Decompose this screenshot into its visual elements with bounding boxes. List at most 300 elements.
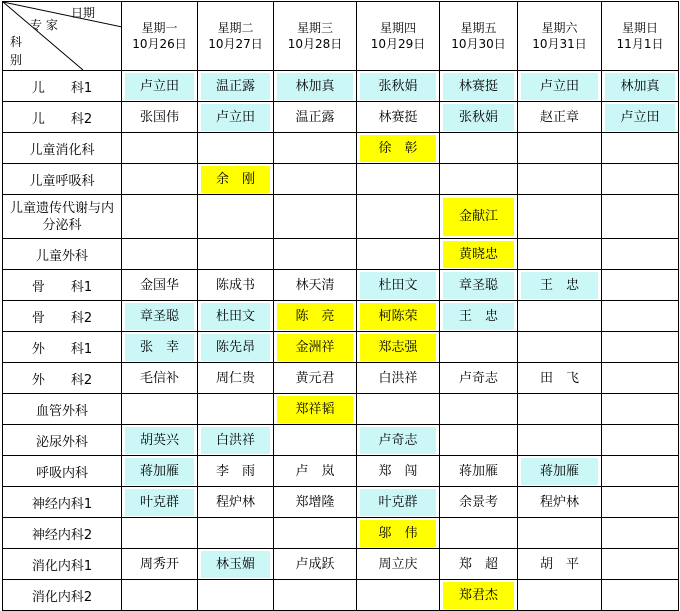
expert-name: 张国伟 [139,109,179,125]
schedule-cell [602,301,679,332]
schedule-cell [274,549,357,580]
expert-name: 白洪祥 [378,370,418,386]
schedule-cell [122,487,198,518]
expert-name: 林加真 [277,73,353,100]
schedule-cell [440,394,518,425]
schedule-cell [602,239,679,270]
schedule-cell [122,71,198,102]
schedule-row [3,363,679,394]
expert-name: 林加真 [605,73,675,100]
expert-name [277,241,353,268]
expert-name: 郑 闯 [378,463,418,479]
schedule-cell [198,301,274,332]
schedule-cell [198,425,274,456]
schedule-cell [518,102,602,133]
schedule-cell [122,239,198,270]
expert-name: 余景考 [458,494,498,510]
expert-name [443,135,514,162]
schedule-cell [602,195,679,239]
schedule-row [3,301,679,332]
expert-name: 毛信补 [139,370,179,386]
schedule-cell [357,425,440,456]
schedule-cell [518,487,602,518]
weekday-label: 星期一 [141,21,178,35]
expert-name: 卢立田 [605,104,675,131]
weekday-label: 星期四 [379,21,416,35]
department-label: 泌尿外科 [3,425,122,456]
expert-name: 邬 伟 [360,520,436,547]
expert-name: 周立庆 [378,556,418,572]
schedule-cell [198,487,274,518]
expert-name [125,582,194,609]
schedule-cell [122,394,198,425]
expert-name [277,198,353,236]
expert-name: 张 幸 [125,334,194,361]
expert-name: 程炉林 [539,494,579,510]
expert-name [201,582,270,609]
expert-name: 卢立田 [201,104,270,131]
schedule-cell [518,164,602,195]
expert-name: 金国华 [139,277,179,293]
schedule-cell [602,580,679,611]
expert-name: 林天清 [295,277,335,293]
schedule-cell [602,102,679,133]
expert-name [443,334,514,361]
expert-name [605,198,675,236]
department-label: 儿童呼吸科 [3,164,122,195]
schedule-cell [602,394,679,425]
schedule-row [3,394,679,425]
schedule-cell [357,332,440,363]
schedule-cell [518,195,602,239]
day-header-5 [440,2,518,71]
schedule-row [3,71,679,102]
schedule-cell [518,518,602,549]
expert-name [605,365,675,392]
corner-date-label: 日期 [71,6,96,20]
expert-name [521,520,598,547]
schedule-cell [602,549,679,580]
schedule-cell [274,332,357,363]
expert-name: 蒋加雁 [125,458,194,485]
expert-name: 卢 岚 [295,463,335,479]
expert-name [605,582,675,609]
schedule-cell [357,195,440,239]
expert-name [201,396,270,423]
expert-name [443,427,514,454]
department-label: 外 科2 [3,363,122,394]
department-label: 儿 科1 [3,71,122,102]
expert-name [521,427,598,454]
department-label: 儿童遗传代谢与内分泌科 [3,195,122,239]
schedule-cell [274,301,357,332]
expert-name [125,135,194,162]
schedule-cell [440,456,518,487]
corner-header-cell [3,2,122,71]
schedule-cell [518,71,602,102]
date-label: 11月1日 [616,37,664,51]
schedule-cell [122,549,198,580]
expert-name: 胡 平 [539,556,579,572]
schedule-row [3,164,679,195]
expert-name: 卢成跃 [295,556,335,572]
expert-name: 郑 超 [458,556,498,572]
schedule-cell [198,332,274,363]
expert-name [605,396,675,423]
expert-name: 柯陈荣 [360,303,436,330]
day-header-3 [274,2,357,71]
date-label: 10月28日 [287,37,343,51]
expert-name: 胡英兴 [125,427,194,454]
expert-name [125,241,194,268]
expert-name: 金献江 [443,198,514,236]
expert-name: 蒋加雁 [521,458,598,485]
expert-name [277,135,353,162]
schedule-cell [122,102,198,133]
schedule-cell [198,195,274,239]
schedule-cell [602,270,679,301]
schedule-cell [274,133,357,164]
expert-name: 郑增隆 [295,494,335,510]
expert-name [201,520,270,547]
weekday-label: 星期日 [621,21,658,35]
expert-name: 余 刚 [201,166,270,193]
header-row [3,2,679,71]
schedule-cell [198,363,274,394]
schedule-cell [440,518,518,549]
schedule-cell [274,394,357,425]
day-header-2 [198,2,274,71]
expert-name [605,303,675,330]
schedule-cell [274,195,357,239]
department-label: 骨 科2 [3,301,122,332]
expert-name [443,166,514,193]
schedule-row [3,549,679,580]
expert-name [443,396,514,423]
schedule-cell [518,301,602,332]
schedule-cell [357,518,440,549]
expert-name [360,241,436,268]
schedule-cell [198,580,274,611]
department-label: 呼吸内科 [3,456,122,487]
expert-name [125,396,194,423]
expert-name [443,520,514,547]
expert-name: 卢奇志 [458,370,498,386]
schedule-cell [357,102,440,133]
schedule-cell [198,164,274,195]
expert-name [605,135,675,162]
schedule-cell [122,363,198,394]
expert-name: 郑君杰 [443,582,514,609]
schedule-cell [274,487,357,518]
expert-name [201,241,270,268]
expert-name: 叶克群 [360,489,436,516]
expert-name [605,334,675,361]
date-label: 10月30日 [451,37,506,51]
schedule-cell [357,71,440,102]
expert-name [521,198,598,236]
expert-name: 郑祥韬 [277,396,353,423]
schedule-cell [602,71,679,102]
expert-name [605,241,675,268]
corner-dept-label-1: 科 [10,35,23,49]
expert-name: 黄晓忠 [443,241,514,268]
schedule-cell [440,102,518,133]
expert-name [605,166,675,193]
schedule-cell [122,425,198,456]
expert-name: 章圣聪 [443,272,514,299]
expert-name: 杜田文 [201,303,270,330]
department-label: 儿 科2 [3,102,122,133]
schedule-cell [198,270,274,301]
schedule-cell [440,332,518,363]
expert-name: 王 忠 [443,303,514,330]
schedule-cell [357,164,440,195]
schedule-cell [518,425,602,456]
schedule-row [3,580,679,611]
expert-name [521,166,598,193]
expert-name: 温正露 [295,109,335,125]
schedule-cell [518,270,602,301]
weekday-label: 星期六 [541,21,578,35]
expert-name [201,198,270,236]
expert-name: 卢立田 [125,73,194,100]
expert-name [277,166,353,193]
day-header-1 [122,2,198,71]
expert-name [125,198,194,236]
schedule-cell [357,239,440,270]
schedule-cell [357,549,440,580]
date-label: 10月26日 [132,37,187,51]
schedule-cell [518,456,602,487]
schedule-cell [440,270,518,301]
corner-expert-label: 专 家 [30,18,58,32]
department-label: 消化内科1 [3,549,122,580]
expert-name: 蒋加雁 [458,463,498,479]
schedule-cell [518,394,602,425]
expert-name [360,166,436,193]
schedule-cell [198,549,274,580]
expert-name: 周秀开 [139,556,179,572]
expert-name: 林玉媚 [201,551,270,578]
expert-name [605,520,675,547]
schedule-cell [274,71,357,102]
schedule-cell [198,239,274,270]
day-header-7 [602,2,679,71]
schedule-cell [440,239,518,270]
expert-name: 林赛挺 [443,73,514,100]
schedule-cell [122,332,198,363]
schedule-cell [357,487,440,518]
schedule-cell [602,332,679,363]
expert-name [605,272,675,299]
expert-name: 周仁贵 [215,370,255,386]
schedule-cell [274,580,357,611]
expert-name [521,135,598,162]
expert-name: 叶克群 [125,489,194,516]
schedule-cell [440,363,518,394]
schedule-cell [357,270,440,301]
expert-name: 章圣聪 [125,303,194,330]
schedule-row [3,518,679,549]
expert-name: 王 忠 [521,272,598,299]
schedule-cell [357,456,440,487]
expert-name: 徐 彰 [360,135,436,162]
schedule-cell [198,394,274,425]
schedule-cell [198,102,274,133]
schedule-cell [440,580,518,611]
expert-name [277,520,353,547]
expert-name [605,551,675,578]
schedule-cell [274,363,357,394]
day-header-6 [518,2,602,71]
schedule-row [3,332,679,363]
schedule-row [3,487,679,518]
schedule-cell [440,425,518,456]
schedule-cell [122,270,198,301]
department-label: 血管外科 [3,394,122,425]
expert-name: 金洲祥 [277,334,353,361]
schedule-cell [122,164,198,195]
schedule-cell [518,363,602,394]
corner-dept-label-2: 别 [10,53,23,67]
schedule-cell [602,363,679,394]
schedule-cell [122,518,198,549]
day-header-4 [357,2,440,71]
expert-name: 张秋娟 [360,73,436,100]
schedule-cell [602,164,679,195]
expert-name: 林赛挺 [378,109,418,125]
expert-name [360,582,436,609]
schedule-cell [122,195,198,239]
expert-name [605,489,675,516]
schedule-cell [274,425,357,456]
expert-name [521,582,598,609]
schedule-cell [274,270,357,301]
department-label: 儿童消化科 [3,133,122,164]
schedule-cell [518,580,602,611]
schedule-cell [602,518,679,549]
department-label: 骨 科1 [3,270,122,301]
schedule-cell [518,239,602,270]
expert-name: 白洪祥 [201,427,270,454]
schedule-row [3,195,679,239]
weekday-label: 星期三 [296,21,333,35]
expert-schedule-table [2,1,679,611]
schedule-row [3,425,679,456]
schedule-cell [357,580,440,611]
schedule-row [3,270,679,301]
schedule-cell [357,301,440,332]
schedule-cell [198,133,274,164]
schedule-cell [198,456,274,487]
department-label: 外 科1 [3,332,122,363]
schedule-row [3,456,679,487]
expert-name [201,135,270,162]
department-label: 消化内科2 [3,580,122,611]
schedule-cell [274,102,357,133]
schedule-cell [518,133,602,164]
schedule-cell [440,71,518,102]
expert-name [521,334,598,361]
department-label: 儿童外科 [3,239,122,270]
date-label: 10月29日 [370,37,426,51]
date-label: 10月31日 [532,37,587,51]
expert-name [125,520,194,547]
schedule-cell [198,518,274,549]
schedule-cell [357,394,440,425]
schedule-body [3,71,679,611]
expert-name [360,396,436,423]
department-label: 神经内科1 [3,487,122,518]
schedule-cell [602,425,679,456]
schedule-cell [602,487,679,518]
schedule-cell [122,301,198,332]
expert-name: 黄元君 [295,370,335,386]
schedule-cell [357,363,440,394]
weekday-label: 星期二 [217,21,254,35]
schedule-cell [518,332,602,363]
expert-name [521,241,598,268]
schedule-cell [357,133,440,164]
weekday-label: 星期五 [460,21,497,35]
schedule-cell [274,164,357,195]
expert-name: 李 雨 [215,463,255,479]
expert-name [521,303,598,330]
expert-name: 温正露 [201,73,270,100]
schedule-cell [602,133,679,164]
expert-name [605,458,675,485]
schedule-cell [440,301,518,332]
expert-name: 郑志强 [360,334,436,361]
expert-name: 程炉林 [215,494,255,510]
schedule-cell [440,487,518,518]
expert-name: 赵正章 [539,109,579,125]
schedule-cell [602,456,679,487]
expert-name [277,582,353,609]
expert-name: 卢立田 [521,73,598,100]
expert-name: 张秋娟 [443,104,514,131]
schedule-cell [518,549,602,580]
schedule-cell [440,549,518,580]
schedule-cell [440,164,518,195]
schedule-cell [274,456,357,487]
expert-name: 田 飞 [539,370,579,386]
schedule-row [3,133,679,164]
schedule-cell [440,195,518,239]
department-label: 神经内科2 [3,518,122,549]
expert-name: 陈成书 [215,277,255,293]
expert-name [360,198,436,236]
expert-name: 陈先昂 [201,334,270,361]
schedule-cell [274,518,357,549]
schedule-cell [122,133,198,164]
expert-name [521,396,598,423]
schedule-cell [198,71,274,102]
schedule-cell [122,580,198,611]
schedule-cell [440,133,518,164]
expert-name: 陈 亮 [277,303,353,330]
expert-name [605,427,675,454]
schedule-cell [122,456,198,487]
schedule-row [3,239,679,270]
expert-name: 杜田文 [360,272,436,299]
expert-name [125,166,194,193]
expert-name [277,427,353,454]
expert-name: 卢奇志 [360,427,436,454]
schedule-row [3,102,679,133]
date-label: 10月27日 [208,37,263,51]
